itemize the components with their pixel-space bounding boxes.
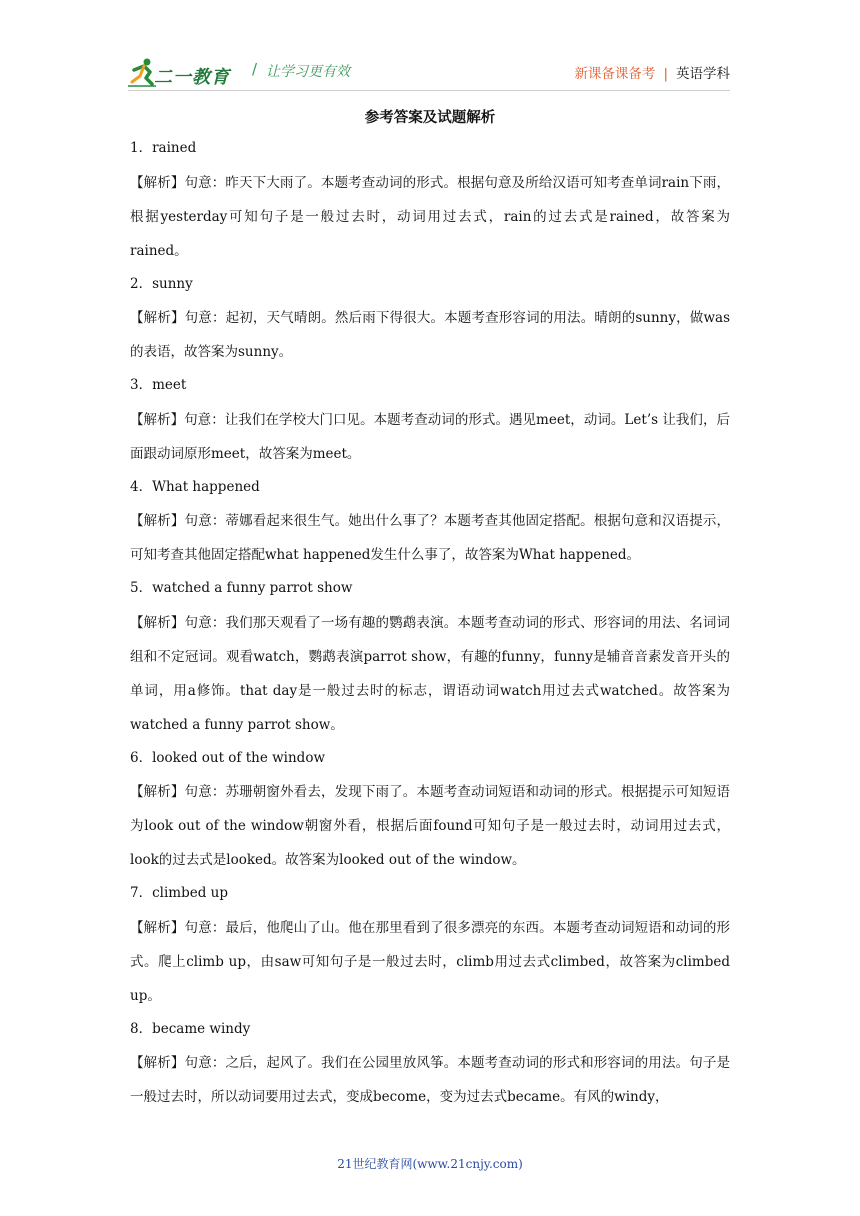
answer-item (130, 877, 730, 1013)
answer-explanation: 【解析】句意：蒂娜看起来很生气。她出什么事了？本题考查其他固定搭配。根据句意和汉语提示，可知考查其他固定搭配what happened发生什么事了，故答案为What happened。 (130, 513, 730, 563)
answer-explanation: 【解析】句意：之后，起风了。我们在公园里放风筝。本题考查动词的形式和形容词的用法。句子是一般过去时，所以动词要用过去式，变成become，变为过去式became。有风的windy， (130, 1055, 730, 1105)
answer-number: 1．rained (130, 140, 197, 156)
answer-item (130, 369, 730, 471)
answer-number: 2．sunny (130, 275, 193, 292)
answer-explanation: 【解析】句意：苏珊朝窗外看去，发现下雨了。本题考查动词短语和动词的形式。根据提示可知短语为look out of the window朝窗外看，根据后面found可知句子是一般过去时，动词用过去式，look的过去式是looked。故答案为looked out of the window。 (130, 784, 730, 868)
header-separator: | (663, 66, 668, 82)
answer-explanation: 【解析】句意：起初，天气晴朗。然后雨下得很大。本题考查形容词的用法。晴朗的sunny，做was的表语，故答案为sunny。 (130, 310, 730, 360)
answer-number: 6．looked out of the window (130, 749, 326, 766)
answer-number: 3．meet (130, 377, 187, 393)
subject-label: 英语学科 (676, 66, 730, 82)
slogan: 让学习更有效 (266, 64, 350, 80)
answer-item (130, 471, 730, 573)
answer-number: 5．watched a funny parrot show (130, 580, 353, 596)
answer-item (130, 1013, 730, 1115)
logo-text: 二一教育 (154, 67, 230, 88)
answer-explanation: 【解析】句意：我们那天观看了一场有趣的鹦鹉表演。本题考查动词的形式、形容词的用法、名词词组和不定冠词。观看watch，鹦鹉表演parrot show，有趣的funny，funny是辅音音素发音开头的单词，用a修饰。that day是一般过去时的标志，谓语动词watch用过去式watched。故答案为watched a funny parrot show。 (130, 614, 730, 733)
answer-list (130, 132, 730, 1114)
answer-number: 4．What happened (130, 478, 260, 495)
answer-number: 7．climbed up (130, 885, 228, 901)
answer-number: 8．became windy (130, 1020, 251, 1037)
answer-item (130, 268, 730, 370)
slogan-divider: / (252, 60, 258, 78)
header-divider (128, 90, 730, 91)
answer-item (130, 572, 730, 742)
answer-explanation: 【解析】句意：昨天下大雨了。本题考查动词的形式。根据句意及所给汉语可知考查单词rain下雨，根据yesterday可知句子是一般过去时，动词用过去式，rain的过去式是rained，故答案为rained。 (130, 174, 730, 259)
header-right (574, 62, 730, 82)
page-footer: 21世纪教育网(www.21cnjy.com) (337, 1157, 523, 1171)
answer-explanation: 【解析】句意：最后，他爬山了山。他在那里看到了很多漂亮的东西。本题考查动词短语和动词的形式。爬上climb up，由saw可知句子是一般过去时，climb用过去式climbed，故答案为climbed up。 (130, 919, 730, 1004)
answer-item (130, 132, 730, 268)
answer-explanation: 【解析】句意：让我们在学校大门口见。本题考查动词的形式。遇见meet，动词。Let’s 让我们，后面跟动词原形meet，故答案为meet。 (130, 411, 730, 462)
course-label: 新课备课备考 (574, 66, 656, 82)
page-header (128, 52, 730, 90)
answer-item (130, 742, 730, 878)
logo (128, 56, 240, 88)
page-title: 参考答案及试题解析 (364, 110, 496, 126)
